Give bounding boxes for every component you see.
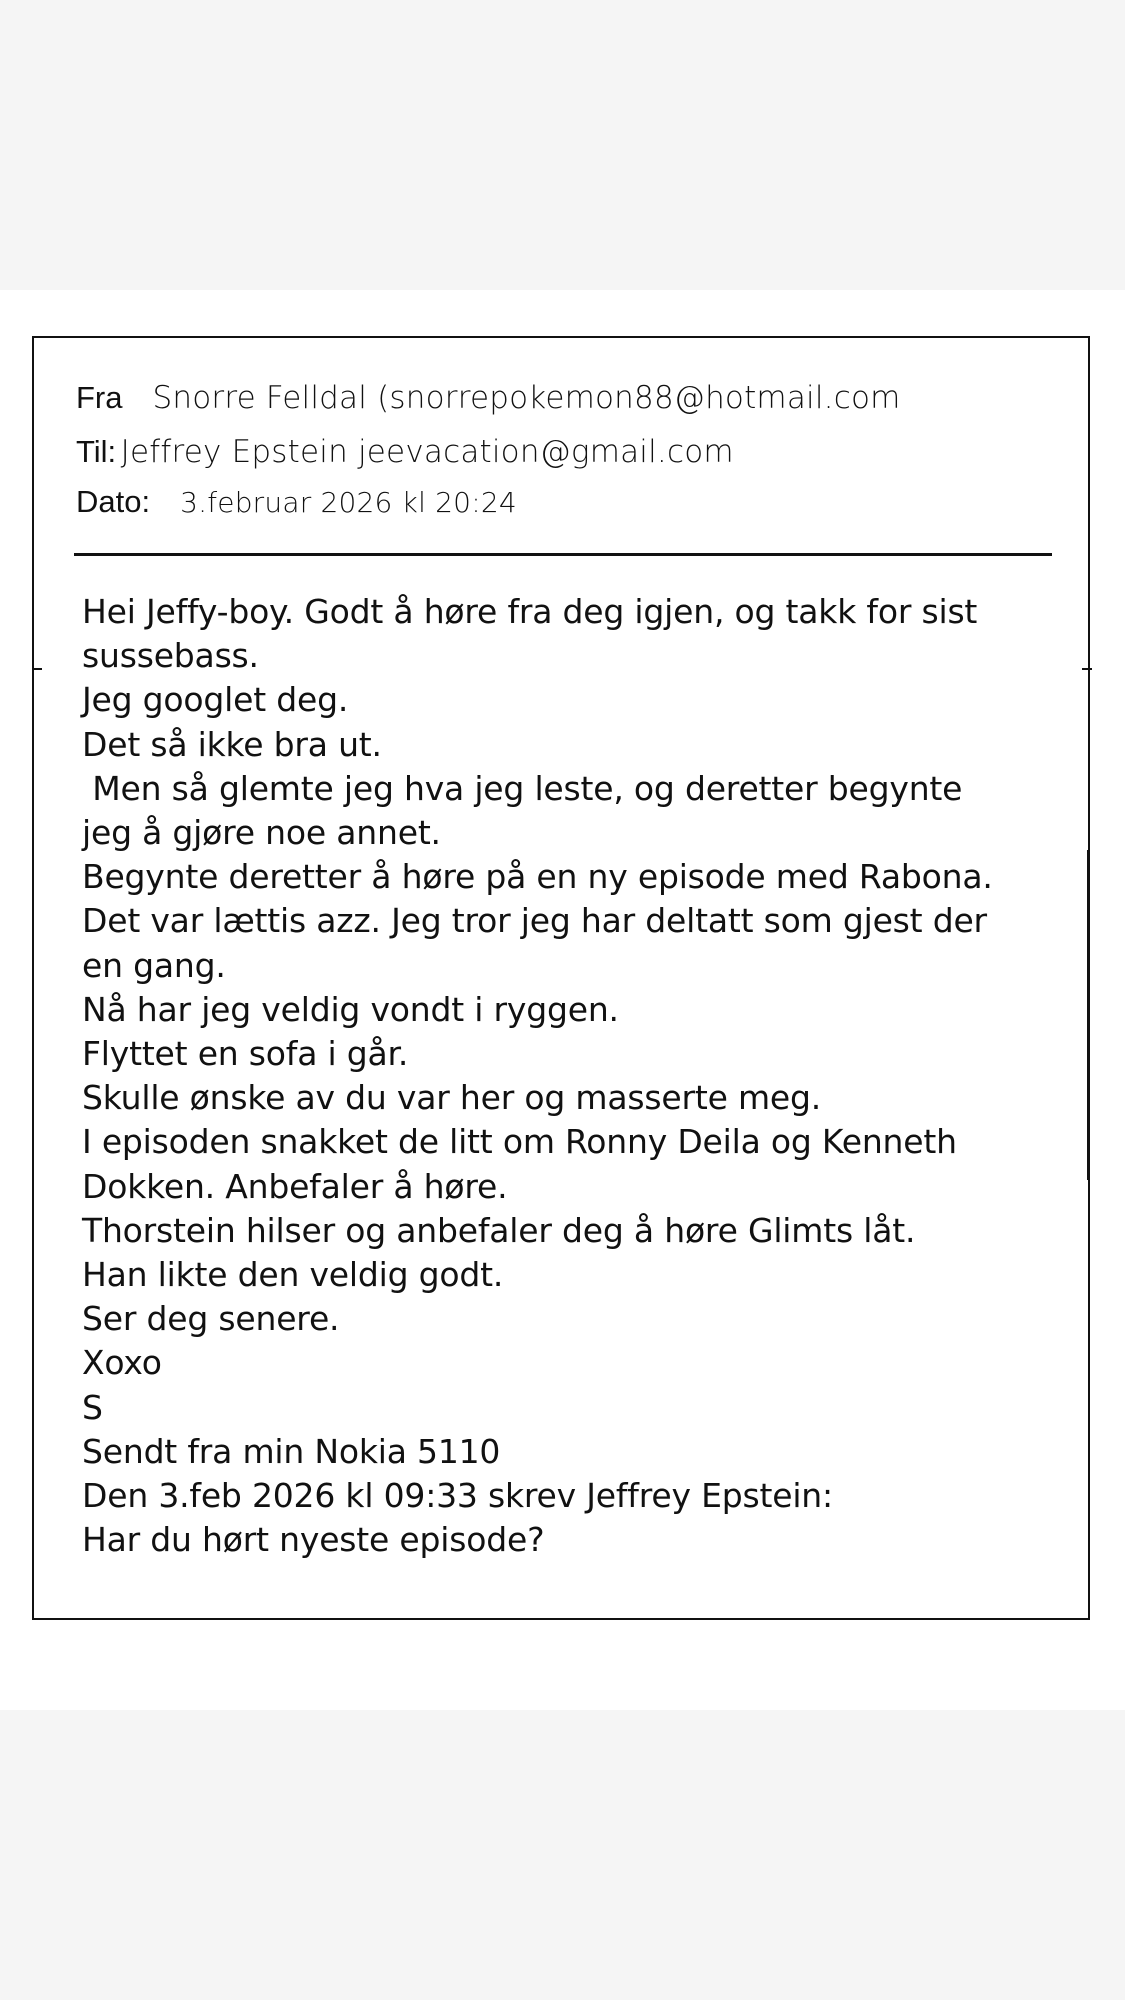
from-value: Snorre Felldal (snorrepokemon88@hotmail.com [152,380,901,416]
date-value: 3.februar 2026 kl 20:24 [180,486,517,519]
left-edge-tick [32,668,42,670]
body-line: Har du hørt nyeste episode? [82,1520,545,1560]
body-line: S [82,1387,103,1427]
body-line: jeg å gjøre noe annet. [82,813,441,853]
document-page [0,290,1125,1710]
header-divider [74,553,1052,556]
date-row [76,484,517,520]
to-row [76,434,734,470]
from-row [76,380,901,416]
right-edge-mark [1087,850,1089,1180]
body-line: Det så ikke bra ut. [82,724,382,764]
body-line: Dokken. Anbefaler å høre. [82,1166,508,1206]
body-line: Hei Jeffy-boy. Godt å høre fra deg igjen, og takk for sist [82,592,978,631]
body-line: Thorstein hilser og anbefaler deg å høre Glimts låt. [82,1210,916,1250]
body-line: en gang. [82,945,226,985]
email-frame [32,336,1090,1620]
body-line: Skulle ønske av du var her og masserte meg. [82,1078,822,1118]
body-line: Begynte deretter å høre på en ny episode med Rabona. [82,857,993,897]
body-line: Sendt fra min Nokia 5110 [82,1431,501,1471]
body-line: Xoxo [82,1343,162,1383]
to-value: Jeffrey Epstein jeevacation@gmail.com [120,434,734,470]
to-label: Til: [76,434,117,469]
body-line: Men så glemte jeg hva jeg leste, og deretter begynte [82,768,963,808]
body-line: I episoden snakket de litt om Ronny Deila og Kenneth [82,1122,957,1162]
body-line: Ser deg senere. [82,1299,340,1339]
date-label: Dato: [76,484,151,519]
body-line: Han likte den veldig godt. [82,1255,504,1295]
body-line: sussebass. [82,636,259,676]
from-label: Fra [76,380,123,415]
body-line: Nå har jeg veldig vondt i ryggen. [82,989,619,1029]
body-line: Jeg googlet deg. [82,680,349,720]
body-line: Den 3.feb 2026 kl 09:33 skrev Jeffrey Epstein: [82,1476,833,1516]
email-body [82,590,1082,1562]
body-line: Flyttet en sofa i går. [82,1034,409,1074]
body-line: Det var lættis azz. Jeg tror jeg har deltatt som gjest der [82,901,987,941]
right-edge-tick [1082,668,1092,670]
